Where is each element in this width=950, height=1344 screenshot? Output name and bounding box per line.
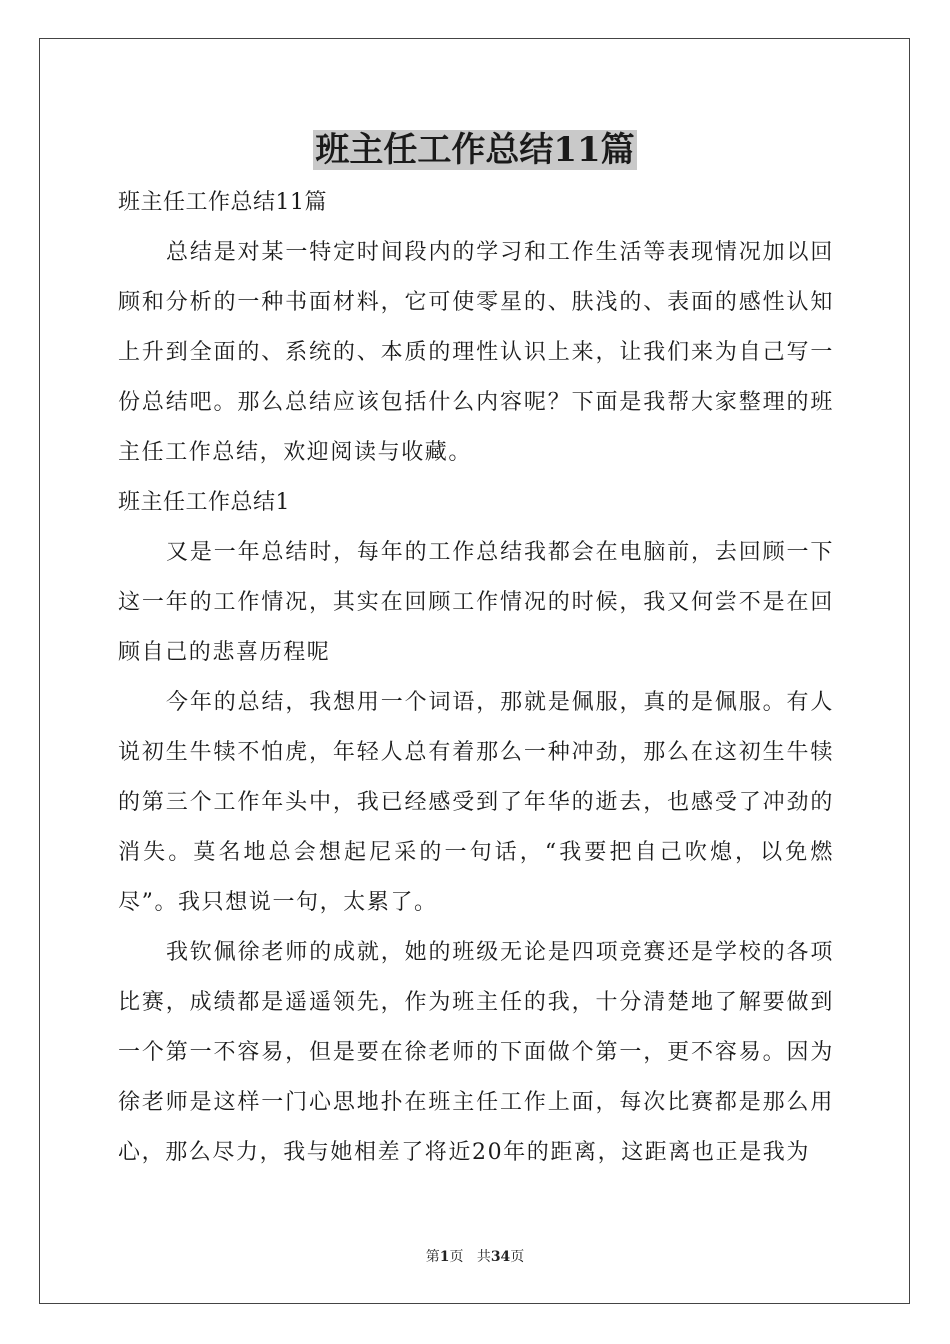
body-paragraph: 又是一年总结时，每年的工作总结我都会在电脑前，去回顾一下这一年的工作情况，其实在回顾工作情况的时候，我又何尝不是在回顾自己的悲喜历程呢 bbox=[118, 540, 834, 665]
footer-page-word: 页 bbox=[449, 1249, 464, 1265]
footer-total-prefix: 共 bbox=[476, 1249, 491, 1265]
document-body bbox=[118, 178, 834, 1178]
document-title-text: 班主任工作总结11篇 bbox=[315, 130, 635, 170]
footer-total-pages: 34 bbox=[490, 1249, 511, 1265]
body-paragraph: 我钦佩徐老师的成就，她的班级无论是四项竞赛还是学校的各项比赛，成绩都是遥遥领先，作为班主任的我，十分清楚地了解要做到一个第一不容易，但是要在徐老师的下面做个第一，更不容易。因为徐老师是这样一门心思地扑在班主任工作上面，每次比赛都是那么用心，那么尽力，我与她相差了将近20年的距离，这距离也正是我为 bbox=[118, 940, 834, 1165]
body-paragraph: 今年的总结，我想用一个词语，那就是佩服，真的是佩服。有人说初生牛犊不怕虎，年轻人总有着那么一种冲劲，那么在这初生牛犊的第三个工作年头中，我已经感受到了年华的逝去，也感受了冲劲的消失。莫名地总会想起尼采的一句话，“我要把自己吹熄，以免燃尽”。我只想说一句，太累了。 bbox=[118, 690, 834, 915]
section-heading: 班主任工作总结1 bbox=[118, 490, 290, 515]
footer-prefix: 第 bbox=[425, 1249, 440, 1265]
section-heading: 班主任工作总结11篇 bbox=[118, 190, 327, 215]
footer-total-suffix: 页 bbox=[510, 1249, 525, 1265]
body-paragraph: 总结是对某一特定时间段内的学习和工作生活等表现情况加以回顾和分析的一种书面材料，它可使零星的、肤浅的、表面的感性认知上升到全面的、系统的、本质的理性认识上来，让我们来为自己写一份总结吧。那么总结应该包括什么内容呢？下面是我帮大家整理的班主任工作总结，欢迎阅读与收藏。 bbox=[118, 240, 834, 465]
footer-current-page: 1 bbox=[439, 1249, 450, 1265]
document-title bbox=[0, 128, 950, 172]
page-footer bbox=[0, 1246, 950, 1266]
